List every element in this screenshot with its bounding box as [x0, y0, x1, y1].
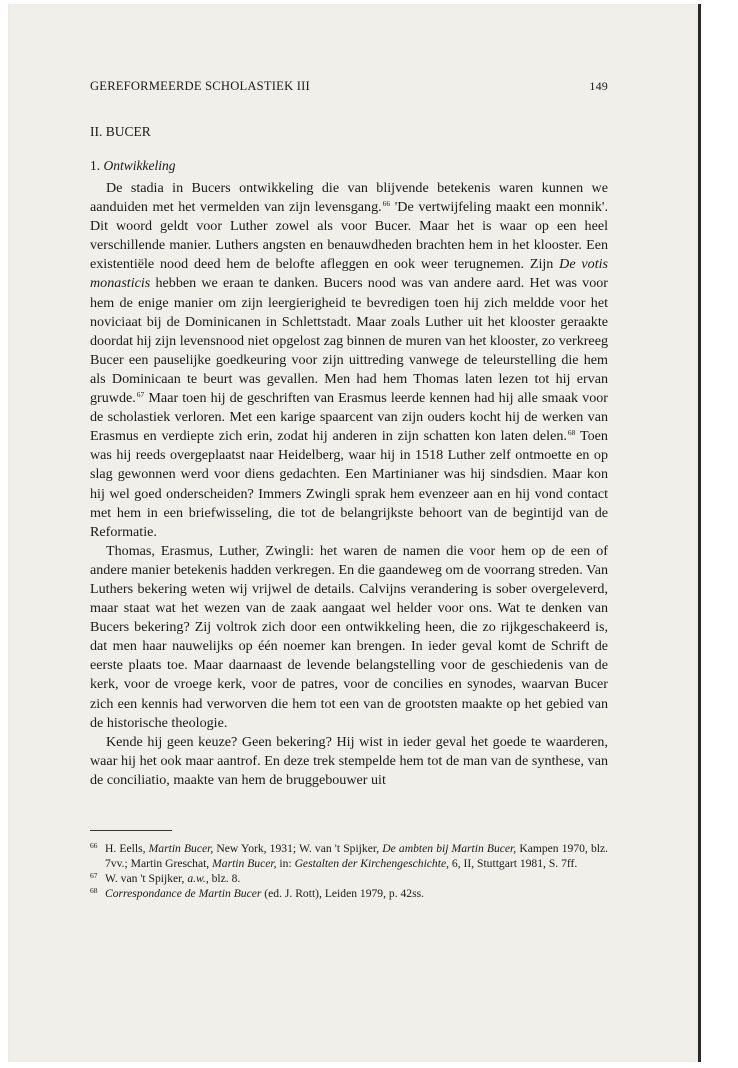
footnote [90, 871, 608, 886]
footnote-divider [90, 830, 172, 831]
text-run: (ed. J. Rott), Leiden 1979, p. 42ss. [261, 887, 425, 900]
footnotes [90, 841, 608, 901]
italic-text: Martin Bucer, [212, 857, 277, 870]
text-run: hebben we eraan te danken. Bucers nood was van andere aard. Het was voor hem de enige manier om zijn leergierigheid te bevredigen toen hij zich meldde voor het noviciaat bij de Dominicanen in Schlettstadt. Maar zoals Luther uit het klooster geraakte doordat hij zijn levensnood niet opgelost zag binnen de muren van het klooster, zo verkreeg Bucer een pauselijke goedkeuring voor zijn uittreding vanwege de teleurstelling die hem als Dominicaan te beurt was gevallen. Men had hem Thomas laten lezen tot hij ervan gruwde. [90, 275, 608, 407]
footnote-reference: 68 [567, 428, 576, 438]
section-heading: II. BUCER [90, 124, 151, 139]
text-run: blz. 8. [208, 872, 241, 885]
italic-text: De votis monasticis [90, 256, 609, 292]
italic-text: Correspondance de Martin Bucer [105, 887, 262, 900]
sub-heading [90, 157, 608, 175]
footnote-number: 68 [90, 886, 98, 895]
italic-text: a.w., [187, 872, 209, 885]
text-run: 6, II, Stuttgart 1981, S. 7ff. [449, 857, 578, 870]
sub-heading-number: 1. [90, 158, 101, 173]
italic-text: Martin Bucer, [148, 842, 214, 855]
text-run: 'De vertwijfeling maakt een monnik'. Dit woord geldt voor Luther zowel als voor Bucer. Maar het is waar op een heel verschillende manier. Luthers angsten en benauwdheden brachten hem in het klooster. Een existentiële nood deed hem de belofte afleggen en ook weer terugnemen. Zijn [90, 199, 608, 273]
page-edge-shadow [698, 4, 701, 1062]
text-run: H. Eells, [105, 842, 149, 855]
running-head [90, 79, 608, 99]
italic-text: Gestalten der Kirchengeschichte, [294, 857, 449, 870]
paragraph [90, 542, 608, 733]
footnote [90, 886, 608, 901]
text-run: Thomas, Erasmus, Luther, Zwingli: het waren de namen die voor hem op de een of andere manier betekenis hadden verkregen. En die gaandeweg om de voorrang streden. Van Luthers bekering weten wij vrijwel de details. Calvijns verandering is sober overgeleverd, maar staat wat het wezen van de zaak aangaat wel helder voor ons. Wat te denken van Bucers bekering? Zij voltrok zich door een ontwikkeling heen, die zo rijkgeschakeerd is, dat men haar nauwelijks op één noemer kan brengen. In ieder geval komt de Schrift de eerste plaats toe. Maar daarnaast de levende belangstelling voor de geschiedenis van de kerk, voor de vroege kerk, voor de patres, voor de concilies en synodes, waarvan Bucer zich een kennis had verworven die hem tot een van de grootsten maakte op het gebied van de historische theologie. [90, 542, 608, 731]
footnote [90, 841, 608, 871]
text-run: New York, 1931; W. van 't Spijker, [213, 842, 383, 855]
paragraph [90, 733, 608, 790]
footnote-number: 67 [90, 871, 98, 880]
page-content [90, 79, 608, 901]
text-run: Kende hij geen keuze? Geen bekering? Hij wist in ieder geval het goede te waarderen, waar hij het ook maar aantrof. En deze trek stempelde hem tot de man van de synthese, van de conciliatio, maakte van hem de bruggebouwer uit [90, 733, 608, 788]
sub-heading-title: Ontwikkeling [103, 158, 176, 173]
book-page [8, 4, 698, 1062]
text-run: Kampen 1970, blz. 7vv.; Martin Greschat, [105, 842, 608, 870]
text-run: in: [276, 857, 295, 870]
running-head-title: GEREFORMEERDE SCHOLASTIEK III [90, 79, 310, 93]
text-run: Maar toen hij de geschriften van Erasmus leerde kennen had hij alle smaak voor de scholastiek verloren. Met een karige spaarcent van zijn ouders kocht hij de werken van Erasmus en verdiepte zich erin, zodat hij anderen in zijn schatten kon laten delen. [90, 390, 608, 445]
italic-text: De ambten bij Martin Bucer, [382, 842, 517, 855]
paragraph [90, 179, 608, 542]
footnote-reference: 67 [136, 390, 145, 400]
body-text [90, 179, 608, 790]
page-number: 149 [589, 79, 608, 93]
text-run: De stadia in Bucers ontwikkeling die van blijvende betekenis waren kunnen we aanduiden met het vermelden van zijn levensgang. [90, 180, 608, 216]
footnote-reference: 66 [382, 199, 391, 209]
text-run: Toen was hij reeds overgeplaatst naar Heidelberg, waar hij in 1518 Luther zelf ontmoette en op slag gewonnen werd voor diens gedachten. Een Martinianer was hij sindsdien. Maar kon hij wel goed onderscheiden? Immers Zwingli sprak hem evenzeer aan en hij vond contact met hem in een briefwisseling, die tot de belangrijkste behoort van de begintijd van de Reformatie. [90, 428, 608, 540]
footnote-number: 66 [90, 841, 98, 850]
text-run: W. van 't Spijker, [105, 872, 188, 885]
